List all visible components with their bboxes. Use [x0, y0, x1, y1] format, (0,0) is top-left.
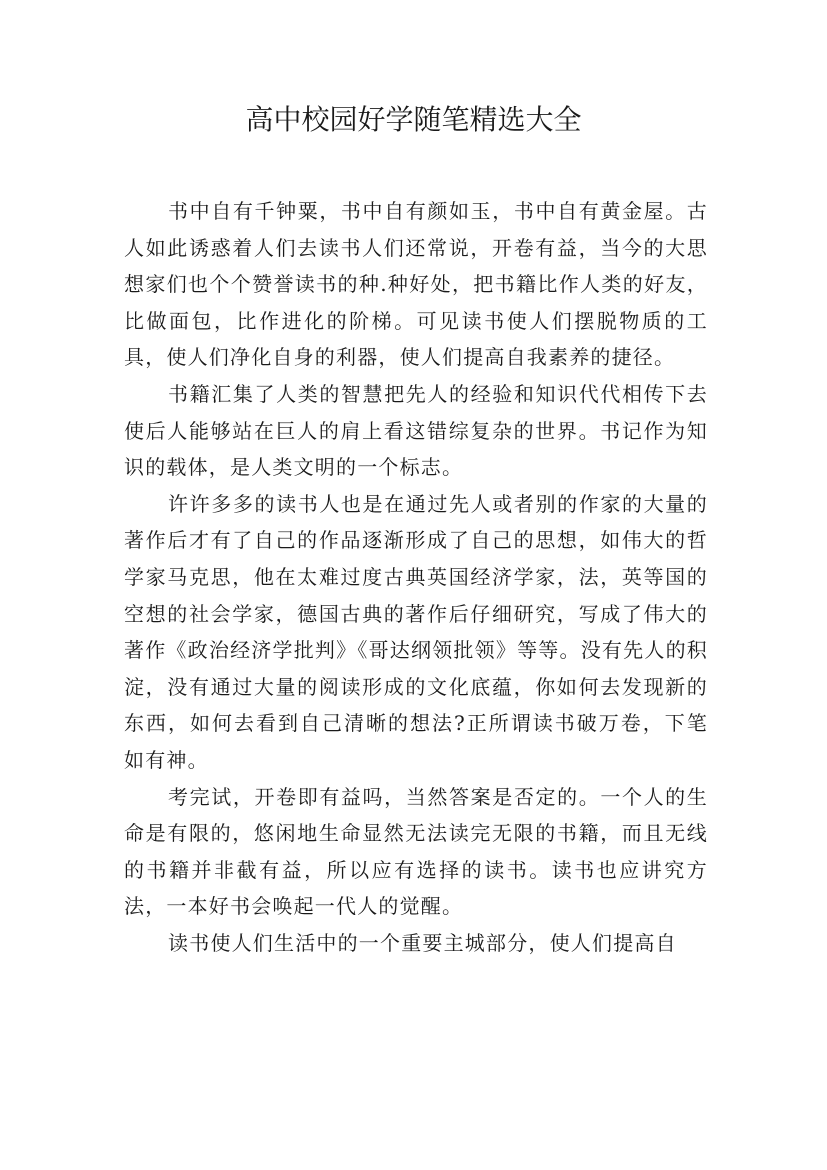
paragraph: 书中自有千钟粟，书中自有颜如玉，书中自有黄金屋。古人如此诱惑着人们去读书人们还常说，开卷有益，当今的大思想家们也个个赞誉读书的种.种好处，把书籍比作人类的好友，比做面包，比作进化的阶梯。可见读书使人们摆脱物质的工具，使人们净化自身的利器，使人们提高自我素养的捷径。 — [124, 199, 708, 370]
paragraph: 读书使人们生活中的一个重要主城部分，使人们提高自 — [168, 930, 677, 955]
document-body — [124, 193, 708, 961]
paragraph: 许许多多的读书人也是在通过先人或者别的作家的大量的著作后才有了自己的作品逐渐形成了自己的思想，如伟大的哲学家马克思，他在太难过度古典英国经济学家，法，英等国的空想的社会学家，德国古典的著作后仔细研究，写成了伟大的著作《政治经济学批判》《哥达纲领批领》等等。没有先人的积淀，没有通过大量的阅读形成的文化底蕴，你如何去发现新的东西，如何去看到自己清晰的想法?正所谓读书破万卷，下笔如有神。 — [124, 491, 708, 772]
paragraph: 书籍汇集了人类的智慧把先人的经验和知识代代相传下去使后人能够站在巨人的肩上看这错综复杂的世界。书记作为知识的载体，是人类文明的一个标志。 — [124, 381, 708, 480]
document-title: 高中校园好学随笔精选大全 — [245, 103, 582, 136]
paragraph: 考完试，开卷即有益吗，当然答案是否定的。一个人的生命是有限的，悠闲地生命显然无法读完无限的书籍，而且无线的书籍并非截有益，所以应有选择的读书。读书也应讲究方法，一本好书会唤起一代人的觉醒。 — [124, 784, 708, 919]
